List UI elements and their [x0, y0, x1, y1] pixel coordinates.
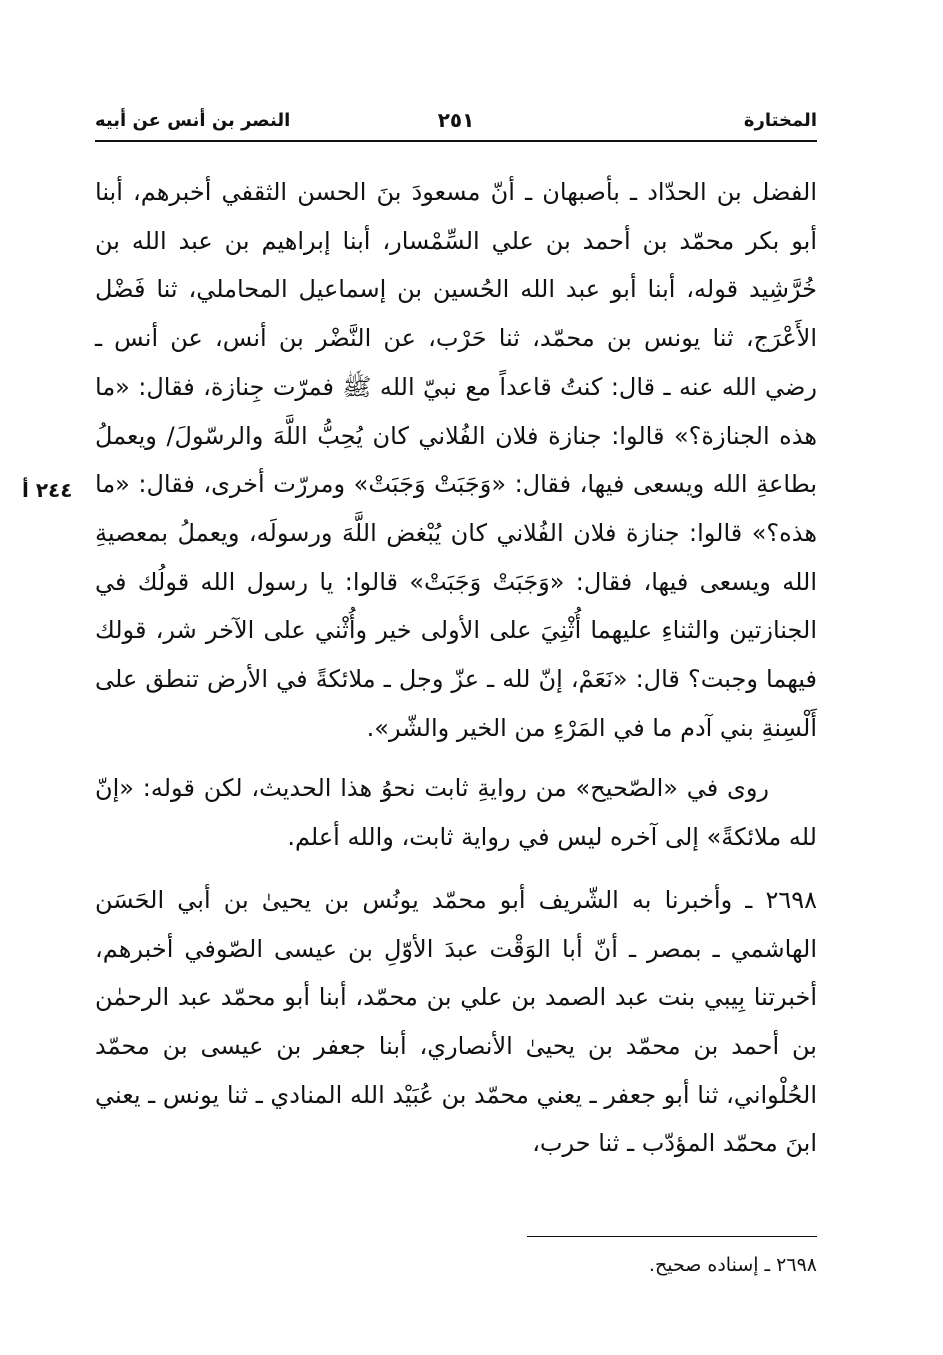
footnote-divider — [527, 1236, 817, 1237]
footnote: ٢٦٩٨ ـ إسناده صحيح. — [648, 1254, 817, 1276]
main-text — [95, 168, 817, 1168]
paragraph-hadith-continuation: الفضل بن الحدّاد ـ بأصبهان ـ أنّ مسعودَ بنَ الحسن الثقفي أخبرهم، أبنا أبو بكر محمّد بن أحمد بن علي السِّمْسار، أبنا إبراهيم بن عبد الله بن خُرَّشِيد قوله، أبنا أبو عبد الله الحُسين بن إسماعيل المحاملي، ثنا فَضْل الأَعْرَج، ثنا يونس بن محمّد، ثنا حَرْب، عن النَّضْر بن أنس، عن أنس ـ رضي الله عنه ـ قال: كنتُ قاعداً مع نبيّ الله ﷺ فمرّت جِنازة، فقال: «ما هذه الجنازة؟» قالوا: جنازة فلان الفُلاني كان يُحِبُّ اللَّهَ والرسّولَ/ ويعملُ بطاعةِ الله ويسعى فيها، فقال: «وَجَبَتْ وَجَبَتْ» ومررّت أخرى، فقال: «ما هذه؟» قالوا: جنازة فلان الفُلاني كان يُبْغض اللَّهَ ورسولَه، ويعملُ بمعصيةِ الله ويسعى فيها، فقال: «وَجَبَتْ وَجَبَتْ» قالوا: يا رسول الله قولُك في الجنازتين والثناءِ عليهما أُثْنِيَ على الأولى خير وأُثْني على الآخر شر، قولك فيهما وجبت؟ قال: «نَعَمْ، إنّ لله ـ عزّ وجل ـ ملائكةً في الأرض تنطق على أَلْسِنةِ بني آدم ما في المَرْءِ من الخير والشّر». — [95, 178, 817, 742]
page-number: ٢٥١ — [437, 108, 475, 132]
book-title: المختارة — [743, 110, 817, 131]
paragraph-commentary: روى في «الصّحيح» من روايةِ ثابت نحوُ هذا الحديث، لكن قوله: «إنّ لله ملائكةً» إلى آخره ليس في رواية ثابت، والله أعلم. — [95, 774, 817, 852]
paragraph-hadith-2698: ٢٦٩٨ ـ وأخبرنا به الشّريف أبو محمّد يونُس بن يحيىٰ بن أبي الحَسَن الهاشمي ـ بمصر ـ أنّ أبا الوَقْت عبدَ الأوّلِ بن عيسى الصّوفي أخبرهم، أخبرتنا بِيبي بنت عبد الصمد بن علي بن محمّد، أبنا أبو محمّد عبد الرحمٰن بن أحمد بن محمّد بن يحيىٰ الأنصاري، أبنا جعفر بن عيسى بن محمّد الحُلْواني، ثنا أبو جعفر ـ يعني محمّد بن عُبَيْد الله المنادي ـ ثنا يونس ـ يعني ابنَ محمّد المؤدّب ـ ثنا حرب، — [95, 885, 817, 1158]
page-header — [95, 108, 817, 140]
section-title: النصر بن أنس عن أبيه — [95, 110, 291, 131]
margin-folio-note: ٢٤٤ أ — [22, 478, 73, 502]
header-divider — [95, 140, 817, 142]
